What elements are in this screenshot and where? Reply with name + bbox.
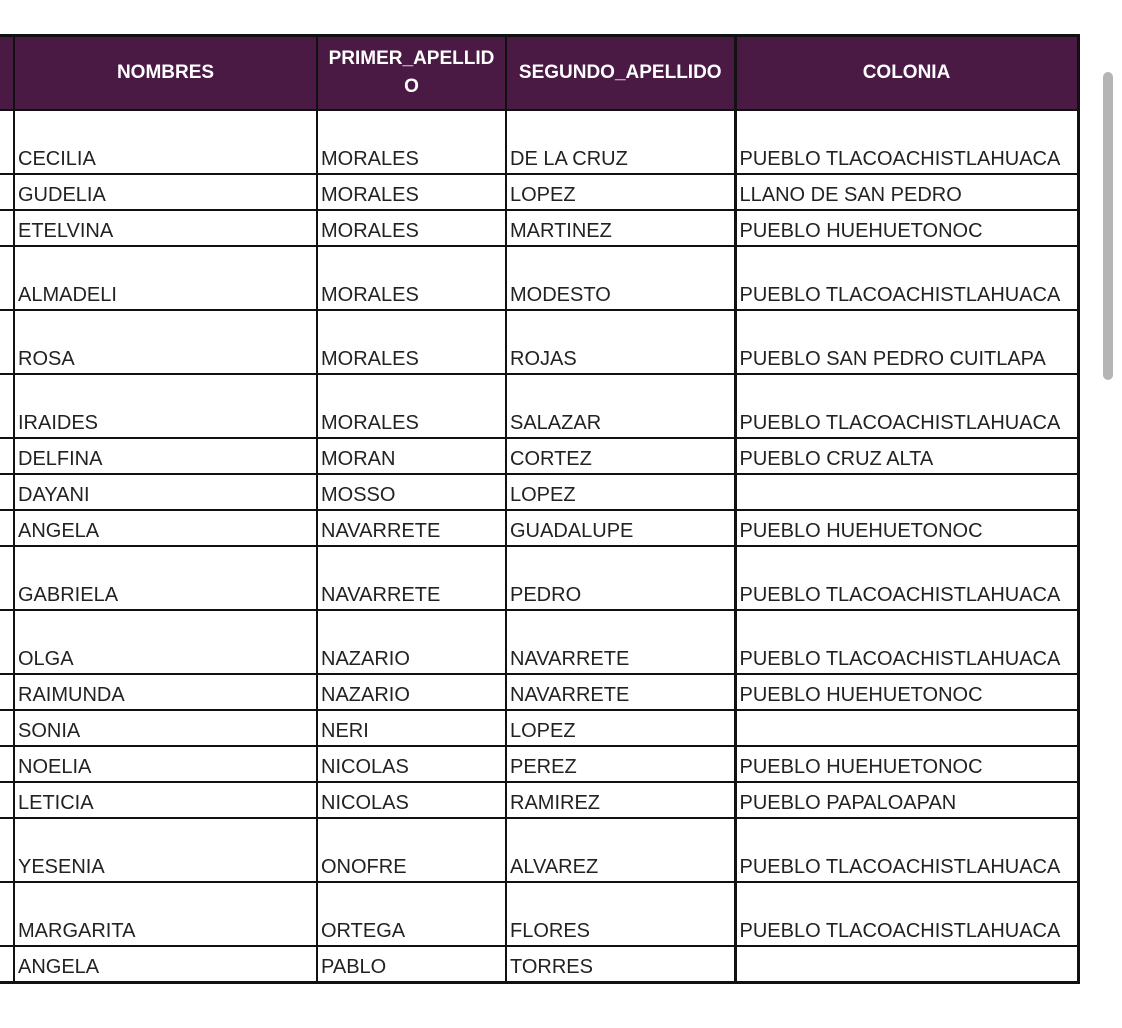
vertical-scrollbar[interactable] [1103,72,1113,380]
cell-primer-apellido[interactable]: MORALES [317,210,506,246]
cell-segundo-apellido[interactable]: SALAZAR [506,374,735,438]
cell-colonia[interactable]: PUEBLO TLACOACHISTLAHUACA [735,246,1078,310]
cell-segundo-apellido[interactable]: TORRES [506,946,735,983]
cell-primer-apellido[interactable]: NAVARRETE [317,510,506,546]
row-gutter-cell[interactable] [0,474,14,510]
cell-nombres[interactable]: OLGA [14,610,317,674]
cell-primer-apellido[interactable]: NAZARIO [317,610,506,674]
row-gutter-cell[interactable] [0,246,14,310]
cell-segundo-apellido[interactable]: PEDRO [506,546,735,610]
table-row [0,174,1078,210]
table-row [0,674,1078,710]
row-gutter-cell[interactable] [0,174,14,210]
cell-nombres[interactable]: IRAIDES [14,374,317,438]
cell-primer-apellido[interactable]: NICOLAS [317,746,506,782]
header-row [0,36,1078,111]
cell-primer-apellido[interactable]: NAVARRETE [317,546,506,610]
row-gutter-cell[interactable] [0,210,14,246]
row-gutter-cell[interactable] [0,510,14,546]
cell-nombres[interactable]: YESENIA [14,818,317,882]
cell-colonia[interactable] [735,946,1078,983]
cell-primer-apellido[interactable]: MORALES [317,174,506,210]
cell-segundo-apellido[interactable]: PEREZ [506,746,735,782]
cell-primer-apellido[interactable]: MORALES [317,110,506,174]
row-gutter-cell[interactable] [0,374,14,438]
cell-nombres[interactable]: GABRIELA [14,546,317,610]
cell-colonia[interactable]: PUEBLO HUEHUETONOC [735,746,1078,782]
cell-primer-apellido[interactable]: MORALES [317,246,506,310]
cell-colonia[interactable]: PUEBLO HUEHUETONOC [735,674,1078,710]
cell-colonia[interactable]: PUEBLO HUEHUETONOC [735,210,1078,246]
cell-primer-apellido[interactable]: MORALES [317,374,506,438]
cell-segundo-apellido[interactable]: GUADALUPE [506,510,735,546]
cell-colonia[interactable]: PUEBLO HUEHUETONOC [735,510,1078,546]
table-row [0,746,1078,782]
cell-colonia[interactable] [735,710,1078,746]
cell-colonia[interactable]: PUEBLO TLACOACHISTLAHUACA [735,374,1078,438]
cell-segundo-apellido[interactable]: NAVARRETE [506,674,735,710]
data-table [0,34,1080,984]
row-gutter-cell[interactable] [0,746,14,782]
cell-colonia[interactable]: PUEBLO CRUZ ALTA [735,438,1078,474]
table-row [0,610,1078,674]
row-gutter-cell[interactable] [0,546,14,610]
table-header [0,36,1078,111]
table-row [0,818,1078,882]
row-gutter-cell[interactable] [0,782,14,818]
table-row [0,110,1078,174]
cell-segundo-apellido[interactable]: MARTINEZ [506,210,735,246]
cell-nombres[interactable]: DELFINA [14,438,317,474]
row-gutter-cell[interactable] [0,110,14,174]
table-row [0,546,1078,610]
cell-colonia[interactable] [735,474,1078,510]
cell-primer-apellido[interactable]: MOSSO [317,474,506,510]
cell-colonia[interactable]: PUEBLO TLACOACHISTLAHUACA [735,546,1078,610]
cell-primer-apellido[interactable]: ORTEGA [317,882,506,946]
row-gutter-cell[interactable] [0,818,14,882]
cell-colonia[interactable]: PUEBLO SAN PEDRO CUITLAPA [735,310,1078,374]
cell-segundo-apellido[interactable]: LOPEZ [506,174,735,210]
cell-primer-apellido[interactable]: NICOLAS [317,782,506,818]
cell-nombres[interactable]: ANGELA [14,510,317,546]
row-gutter-cell[interactable] [0,310,14,374]
row-gutter-cell[interactable] [0,610,14,674]
cell-nombres[interactable]: ANGELA [14,946,317,983]
table-row [0,946,1078,983]
cell-nombres[interactable]: ALMADELI [14,246,317,310]
cell-nombres[interactable]: GUDELIA [14,174,317,210]
header-segundo-apellido[interactable]: SEGUNDO_APELLIDO [506,36,735,111]
table-row [0,782,1078,818]
header-colonia[interactable]: COLONIA [735,36,1078,111]
cell-segundo-apellido[interactable]: LOPEZ [506,710,735,746]
header-nombres[interactable]: NOMBRES [14,36,317,111]
cell-nombres[interactable]: MARGARITA [14,882,317,946]
table-row [0,374,1078,438]
cell-nombres[interactable]: SONIA [14,710,317,746]
cell-segundo-apellido[interactable]: FLORES [506,882,735,946]
cell-nombres[interactable]: LETICIA [14,782,317,818]
cell-segundo-apellido[interactable]: ALVAREZ [506,818,735,882]
cell-segundo-apellido[interactable]: DE LA CRUZ [506,110,735,174]
cell-primer-apellido[interactable]: NERI [317,710,506,746]
table-row [0,474,1078,510]
table-row [0,510,1078,546]
table-row [0,210,1078,246]
cell-nombres[interactable]: ROSA [14,310,317,374]
cell-segundo-apellido[interactable]: MODESTO [506,246,735,310]
cell-colonia[interactable]: PUEBLO TLACOACHISTLAHUACA [735,110,1078,174]
row-gutter-cell[interactable] [0,674,14,710]
cell-nombres[interactable]: ETELVINA [14,210,317,246]
table-row [0,882,1078,946]
cell-segundo-apellido[interactable]: CORTEZ [506,438,735,474]
cell-colonia[interactable]: LLANO DE SAN PEDRO [735,174,1078,210]
cell-nombres[interactable]: DAYANI [14,474,317,510]
cell-primer-apellido[interactable]: MORAN [317,438,506,474]
cell-primer-apellido[interactable]: ONOFRE [317,818,506,882]
header-cell-blank [0,36,14,111]
cell-segundo-apellido[interactable]: LOPEZ [506,474,735,510]
cell-nombres[interactable]: RAIMUNDA [14,674,317,710]
row-gutter-cell[interactable] [0,946,14,983]
cell-segundo-apellido[interactable]: ROJAS [506,310,735,374]
row-gutter-cell[interactable] [0,710,14,746]
cell-primer-apellido[interactable]: PABLO [317,946,506,983]
cell-primer-apellido[interactable]: NAZARIO [317,674,506,710]
row-gutter-cell[interactable] [0,438,14,474]
cell-colonia[interactable]: PUEBLO TLACOACHISTLAHUACA [735,882,1078,946]
cell-colonia[interactable]: PUEBLO TLACOACHISTLAHUACA [735,610,1078,674]
header-primer-apellido[interactable]: PRIMER_APELLIDO [317,36,506,111]
row-gutter-cell[interactable] [0,882,14,946]
table-body [0,110,1078,983]
cell-nombres[interactable]: CECILIA [14,110,317,174]
table-row [0,438,1078,474]
cell-primer-apellido[interactable]: MORALES [317,310,506,374]
cell-segundo-apellido[interactable]: NAVARRETE [506,610,735,674]
cell-colonia[interactable]: PUEBLO TLACOACHISTLAHUACA [735,818,1078,882]
table-row [0,310,1078,374]
table-row [0,246,1078,310]
cell-nombres[interactable]: NOELIA [14,746,317,782]
cell-segundo-apellido[interactable]: RAMIREZ [506,782,735,818]
cell-colonia[interactable]: PUEBLO PAPALOAPAN [735,782,1078,818]
table-row [0,710,1078,746]
